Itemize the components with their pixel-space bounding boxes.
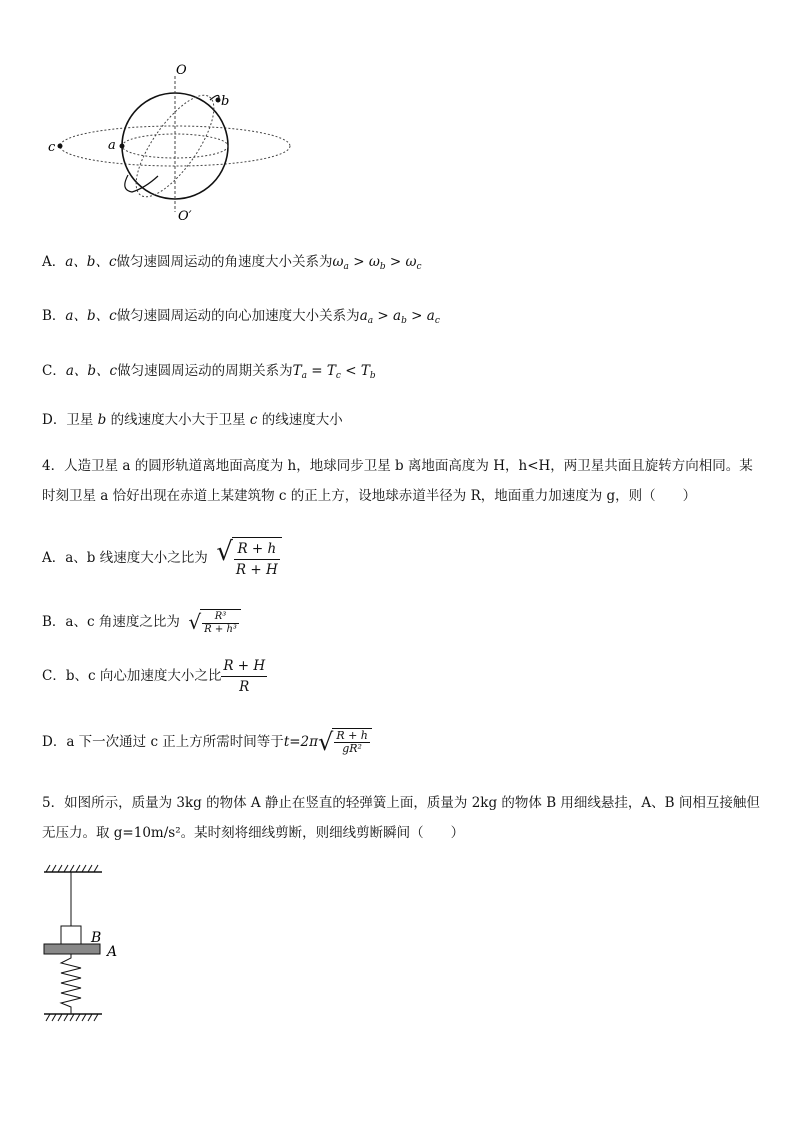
label-b: b	[221, 94, 230, 109]
label-B: B	[91, 930, 102, 946]
block-b	[61, 926, 81, 944]
q3-option-c: C．a、b、c做匀速圆周运动的周期关系为$T_a = T_c < T_b$	[42, 363, 376, 381]
label-A: A	[107, 944, 118, 960]
label-O: O	[176, 63, 187, 78]
label-O-prime: O′	[178, 209, 192, 224]
q3-option-b: B．a、b、c做匀速圆周运动的向心加速度大小关系为$a_a > a_b > a_c$	[42, 308, 440, 326]
satellite-b	[216, 98, 221, 103]
q4-option-a: A．a、b 线速度大小之比为 √ $\frac{R + h}{R + H}$	[42, 538, 764, 578]
spring	[61, 954, 81, 1014]
ceiling-hatch	[46, 865, 98, 872]
satellite-a	[120, 144, 125, 149]
sqrt-d: √ $\frac{R + h}{\text{gR²}}$	[318, 728, 372, 756]
q3-option-d: D．卫星 b 的线速度大小大于卫星 c 的线速度大小	[42, 412, 343, 428]
orbit-figure	[40, 60, 300, 225]
q5-stem-line1: 5．如图所示，质量为 3kg 的物体 A 静止在竖直的轻弹簧上面，质量为 2kg 的物体 B 用细线悬挂，A、B 间相互接触但	[42, 795, 760, 811]
satellite-c	[58, 144, 63, 149]
label-c: c	[48, 140, 56, 155]
q4-stem-line1: 4．人造卫星 a 的圆形轨道离地面高度为 h，地球同步卫星 b 离地面高度为 H，h<H，两卫星共面且旋转方向相同。某	[42, 458, 753, 474]
spring-figure	[40, 862, 130, 1027]
q3-option-a: A．a、b、c做匀速圆周运动的角速度大小关系为$\omega_a > \omega_b > \omega_c$	[42, 254, 422, 272]
floor-hatch	[46, 1014, 98, 1021]
sqrt-b: √ $\frac{\text{R³}}{\text{R + h³}}$	[188, 609, 240, 636]
q5-stem-line2: 无压力。取 g=10m/s²。某时刻将细线剪断，则细线剪断瞬间（ ）	[42, 825, 465, 841]
sqrt-a: √ $\frac{R + h}{R + H}$	[216, 537, 281, 580]
q4-option-d: D．a 下一次通过 c 正上方所需时间等于 t=2π √ $\frac{R + h}{\text{gR²}}$	[42, 722, 764, 762]
orbit-b-front	[125, 175, 158, 192]
q4-option-b: B．a、c 角速度之比为 √ $\frac{\text{R³}}{\text{R + h³}}$	[42, 604, 764, 640]
q4-stem-line2: 时刻卫星 a 恰好出现在赤道上某建筑物 c 的正上方，设地球赤道半径为 R，地面重力加速度为 g，则（ ）	[42, 488, 697, 504]
q4-option-c: C．b、c 向心加速度大小之比 $\frac{R + H}{R}$	[42, 657, 266, 695]
frac-c: $\frac{R + H}{R}$	[223, 657, 266, 695]
label-a: a	[108, 138, 116, 153]
